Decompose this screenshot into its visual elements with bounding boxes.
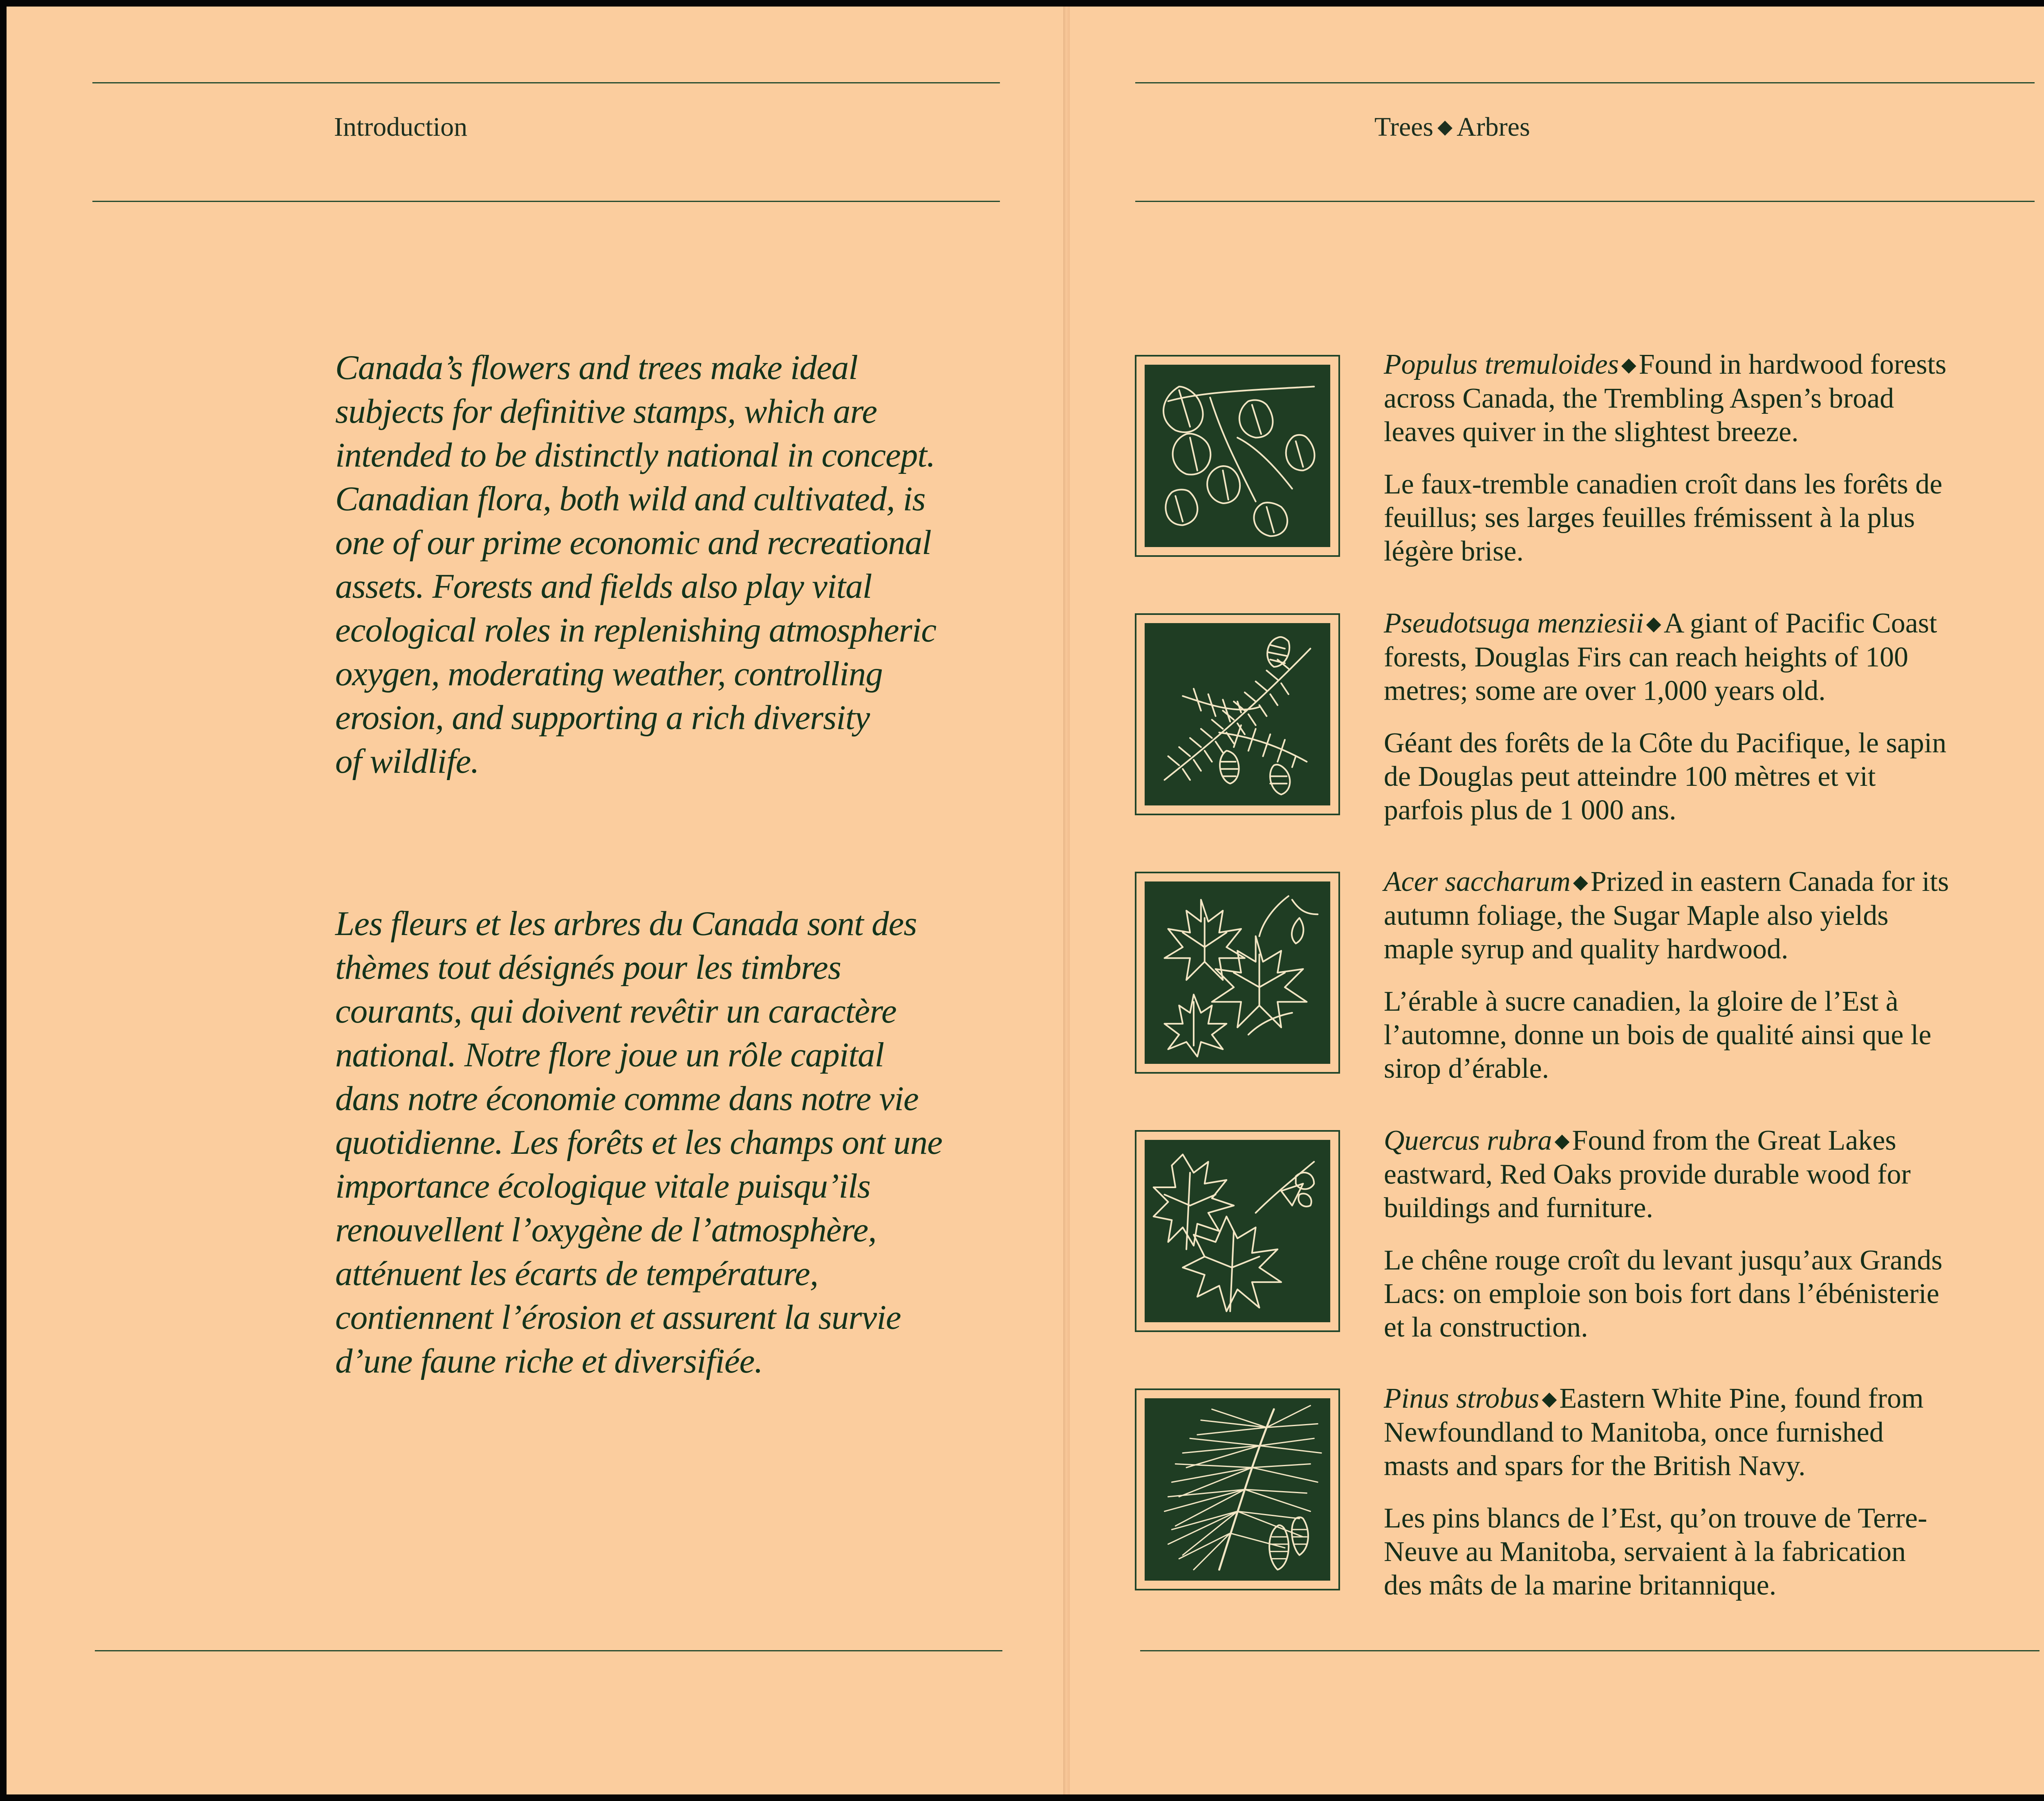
- french-line: Géant des forêts de la Côte du Pacifique, le sapin: [1384, 727, 1947, 759]
- running-head: [1374, 111, 1530, 144]
- french-line: Le faux-tremble canadien croît dans les forêts de: [1384, 469, 1943, 500]
- french-line: Lacs: on emploie son bois fort dans l’ébénisterie: [1384, 1278, 1939, 1310]
- french-line: Les pins blancs de l’Est, qu’on trouve de Terre-: [1384, 1503, 1927, 1534]
- english-line: Newfoundland to Manitoba, once furnished: [1384, 1417, 1884, 1448]
- intro-english: [335, 346, 936, 783]
- intro-line: atténuent les écarts de température,: [335, 1254, 818, 1293]
- intro-line: intended to be distinctly national in concept.: [335, 436, 935, 474]
- entry-text: [1384, 348, 2044, 568]
- french-line: parfois plus de 1 000 ans.: [1384, 794, 1676, 826]
- english-text: Found in hardwood forests: [1638, 349, 1947, 380]
- diamond-separator-icon: ◆: [1646, 613, 1661, 635]
- intro-line: one of our prime economic and recreational: [335, 523, 931, 562]
- french-line: Neuve au Manitoba, servaient à la fabrication: [1384, 1536, 1906, 1568]
- french-paragraph: [1384, 468, 2044, 568]
- booklet-spread: [7, 7, 2044, 1794]
- french-line: et la construction.: [1384, 1312, 1588, 1343]
- intro-line: courants, qui doivent revêtir un caractère: [335, 992, 896, 1030]
- intro-line: quotidienne. Les forêts et les champs ont une: [335, 1123, 942, 1162]
- french-paragraph: [1384, 727, 2044, 827]
- entry-text: [1384, 1124, 2044, 1344]
- stamp-illustration: [1135, 872, 1340, 1074]
- stamp-illustration: [1135, 355, 1340, 557]
- stamp-illustration: [1135, 1130, 1340, 1332]
- latin-name: Quercus rubra: [1384, 1125, 1552, 1156]
- english-line: leaves quiver in the slightest breeze.: [1384, 416, 1799, 448]
- intro-line: assets. Forests and fields also play vital: [335, 567, 872, 606]
- intro-line: Canadian flora, both wild and cultivated, is: [335, 480, 926, 518]
- aspen-leaves-icon: [1145, 365, 1330, 547]
- english-line: [1384, 1382, 2044, 1416]
- douglas-fir-branch-icon: [1145, 623, 1330, 805]
- intro-line: national. Notre flore joue un rôle capital: [335, 1036, 884, 1074]
- sugar-maple-leaves-icon: [1145, 881, 1330, 1064]
- english-line: [1384, 865, 2044, 899]
- english-line: forests, Douglas Firs can reach heights of 100: [1384, 641, 1909, 673]
- english-text: Prized in eastern Canada for its: [1590, 866, 1949, 897]
- latin-name: Pinus strobus: [1384, 1383, 1540, 1414]
- trees-page: [1070, 7, 2044, 1794]
- header-rule: [1135, 201, 2035, 202]
- entry-text: [1384, 865, 2044, 1086]
- white-pine-branch-icon: [1145, 1398, 1330, 1581]
- french-line: sirop d’érable.: [1384, 1053, 1549, 1084]
- french-line: des mâts de la marine britannique.: [1384, 1570, 1777, 1601]
- intro-line: thèmes tout désignés pour les timbres: [335, 948, 841, 987]
- english-line: maple syrup and quality hardwood.: [1384, 933, 1788, 965]
- latin-name: Pseudotsuga menziesii: [1384, 608, 1644, 639]
- french-line: légère brise.: [1384, 536, 1524, 567]
- introduction-page: [7, 7, 1063, 1794]
- intro-line: Les fleurs et les arbres du Canada sont des: [335, 904, 917, 943]
- english-line: eastward, Red Oaks provide durable wood for: [1384, 1159, 1911, 1190]
- diamond-separator-icon: ◆: [1437, 116, 1453, 138]
- stamp-illustration: [1135, 613, 1340, 815]
- diamond-separator-icon: ◆: [1573, 871, 1588, 893]
- latin-name: Acer saccharum: [1384, 866, 1571, 897]
- intro-line: contiennent l’érosion et assurent la survie: [335, 1298, 901, 1337]
- top-rule: [1135, 82, 2035, 83]
- english-line: metres; some are over 1,000 years old.: [1384, 675, 1826, 706]
- english-text: Found from the Great Lakes: [1572, 1125, 1896, 1156]
- top-rule: [92, 82, 1000, 83]
- diamond-separator-icon: ◆: [1542, 1388, 1557, 1410]
- english-line: [1384, 348, 2044, 382]
- french-line: de Douglas peut atteindre 100 mètres et vit: [1384, 761, 1876, 792]
- bottom-rule: [1140, 1650, 2040, 1651]
- intro-line: Canada’s flowers and trees make ideal: [335, 348, 858, 387]
- bottom-rule: [95, 1650, 1002, 1651]
- latin-name: Populus tremuloides: [1384, 349, 1619, 380]
- english-line: buildings and furniture.: [1384, 1192, 1654, 1224]
- intro-line: d’une faune riche et diversifiée.: [335, 1342, 763, 1380]
- english-line: across Canada, the Trembling Aspen’s broad: [1384, 383, 1894, 414]
- intro-line: ecological roles in replenishing atmospheric: [335, 611, 937, 649]
- intro-line: erosion, and supporting a rich diversity: [335, 698, 870, 737]
- spine-gutter: [1063, 7, 1070, 1794]
- intro-french: [335, 902, 942, 1383]
- running-head: Introduction: [334, 112, 468, 142]
- intro-line: oxygen, moderating weather, controlling: [335, 655, 883, 693]
- french-line: l’automne, donne un bois de qualité ainsi que le: [1384, 1019, 1932, 1051]
- intro-line: renouvellent l’oxygène de l’atmosphère,: [335, 1211, 876, 1249]
- entry-text: [1384, 607, 2044, 827]
- french-line: L’érable à sucre canadien, la gloire de l’Est à: [1384, 986, 1898, 1017]
- header-rule: [92, 201, 1000, 202]
- french-paragraph: [1384, 1244, 2044, 1344]
- entry-text: [1384, 1382, 2044, 1602]
- intro-line: subjects for definitive stamps, which are: [335, 392, 877, 431]
- english-text: A giant of Pacific Coast: [1663, 608, 1937, 639]
- english-line: [1384, 607, 2044, 641]
- running-head-english: Trees: [1374, 112, 1434, 142]
- english-text: Eastern White Pine, found from: [1559, 1383, 1924, 1414]
- diamond-separator-icon: ◆: [1554, 1130, 1570, 1152]
- stamp-illustration: [1135, 1388, 1340, 1590]
- diamond-separator-icon: ◆: [1621, 354, 1636, 376]
- french-line: Le chêne rouge croît du levant jusqu’aux Grands: [1384, 1245, 1943, 1276]
- english-line: autumn foliage, the Sugar Maple also yields: [1384, 900, 1889, 931]
- intro-line: of wildlife.: [335, 742, 479, 781]
- red-oak-leaves-icon: [1145, 1140, 1330, 1322]
- french-paragraph: [1384, 1502, 2044, 1602]
- french-paragraph: [1384, 985, 2044, 1086]
- intro-line: importance écologique vitale puisqu’ils: [335, 1167, 870, 1205]
- running-head-french: Arbres: [1457, 112, 1530, 142]
- english-line: [1384, 1124, 2044, 1158]
- intro-line: dans notre économie comme dans notre vie: [335, 1079, 919, 1118]
- english-line: masts and spars for the British Navy.: [1384, 1450, 1806, 1482]
- french-line: feuillus; ses larges feuilles frémissent à la plus: [1384, 502, 1915, 534]
